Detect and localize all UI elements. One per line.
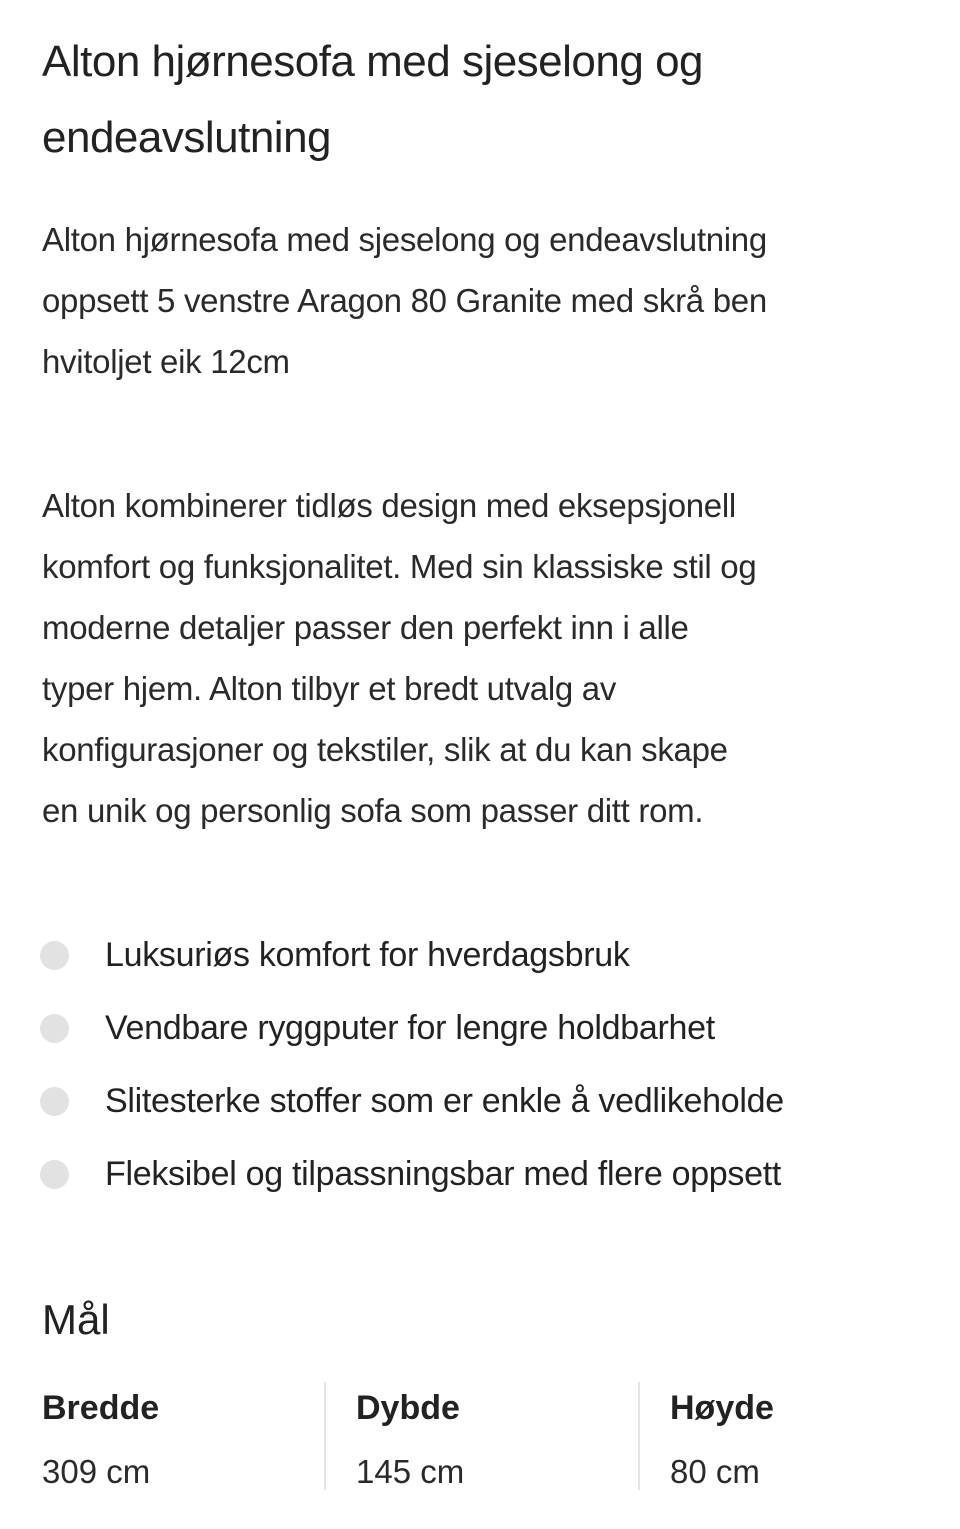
subtitle-line: Alton hjørnesofa med sjeselong og endeavslutning xyxy=(42,221,767,258)
product-description xyxy=(42,475,756,841)
feature-item xyxy=(40,1065,784,1138)
feature-text: Slitesterke stoffer som er enkle å vedlikeholde xyxy=(105,1082,784,1120)
dimensions-heading: Mål xyxy=(42,1296,110,1343)
description-line: en unik og personlig sofa som passer ditt rom. xyxy=(42,792,704,829)
dimension-width xyxy=(42,1382,324,1490)
bullet-icon xyxy=(40,1087,69,1116)
dimension-value: 309 cm xyxy=(42,1453,151,1490)
dimensions-table xyxy=(42,1382,952,1490)
title-line: Alton hjørnesofa med sjeselong og xyxy=(42,37,704,86)
bullet-icon xyxy=(40,1160,69,1189)
feature-text: Vendbare ryggputer for lengre holdbarhet xyxy=(105,1009,715,1047)
dimension-depth xyxy=(324,1382,638,1490)
product-subtitle xyxy=(42,209,767,392)
dimension-value: 80 cm xyxy=(670,1453,760,1490)
feature-item xyxy=(40,1138,784,1211)
dimension-label: Bredde xyxy=(42,1389,160,1427)
feature-text: Fleksibel og tilpassningsbar med flere oppsett xyxy=(105,1155,782,1193)
subtitle-line: oppsett 5 venstre Aragon 80 Granite med skrå ben xyxy=(42,282,767,319)
description-line: moderne detaljer passer den perfekt inn i alle xyxy=(42,609,689,646)
feature-item xyxy=(40,919,784,992)
feature-text: Luksuriøs komfort for hverdagsbruk xyxy=(105,936,630,974)
feature-list xyxy=(40,919,784,1211)
dimension-value: 145 cm xyxy=(356,1453,465,1490)
dimension-label: Dybde xyxy=(356,1389,460,1427)
dimension-label: Høyde xyxy=(670,1389,774,1427)
product-title xyxy=(42,24,703,176)
title-line: endeavslutning xyxy=(42,113,332,162)
feature-item xyxy=(40,992,784,1065)
subtitle-line: hvitoljet eik 12cm xyxy=(42,343,290,380)
description-line: konfigurasjoner og tekstiler, slik at du kan skape xyxy=(42,731,728,768)
dimension-height xyxy=(638,1382,952,1490)
bullet-icon xyxy=(40,1014,69,1043)
description-line: typer hjem. Alton tilbyr et bredt utvalg av xyxy=(42,670,617,707)
description-line: komfort og funksjonalitet. Med sin klassiske stil og xyxy=(42,548,757,585)
description-line: Alton kombinerer tidløs design med eksepsjonell xyxy=(42,487,736,524)
bullet-icon xyxy=(40,941,69,970)
